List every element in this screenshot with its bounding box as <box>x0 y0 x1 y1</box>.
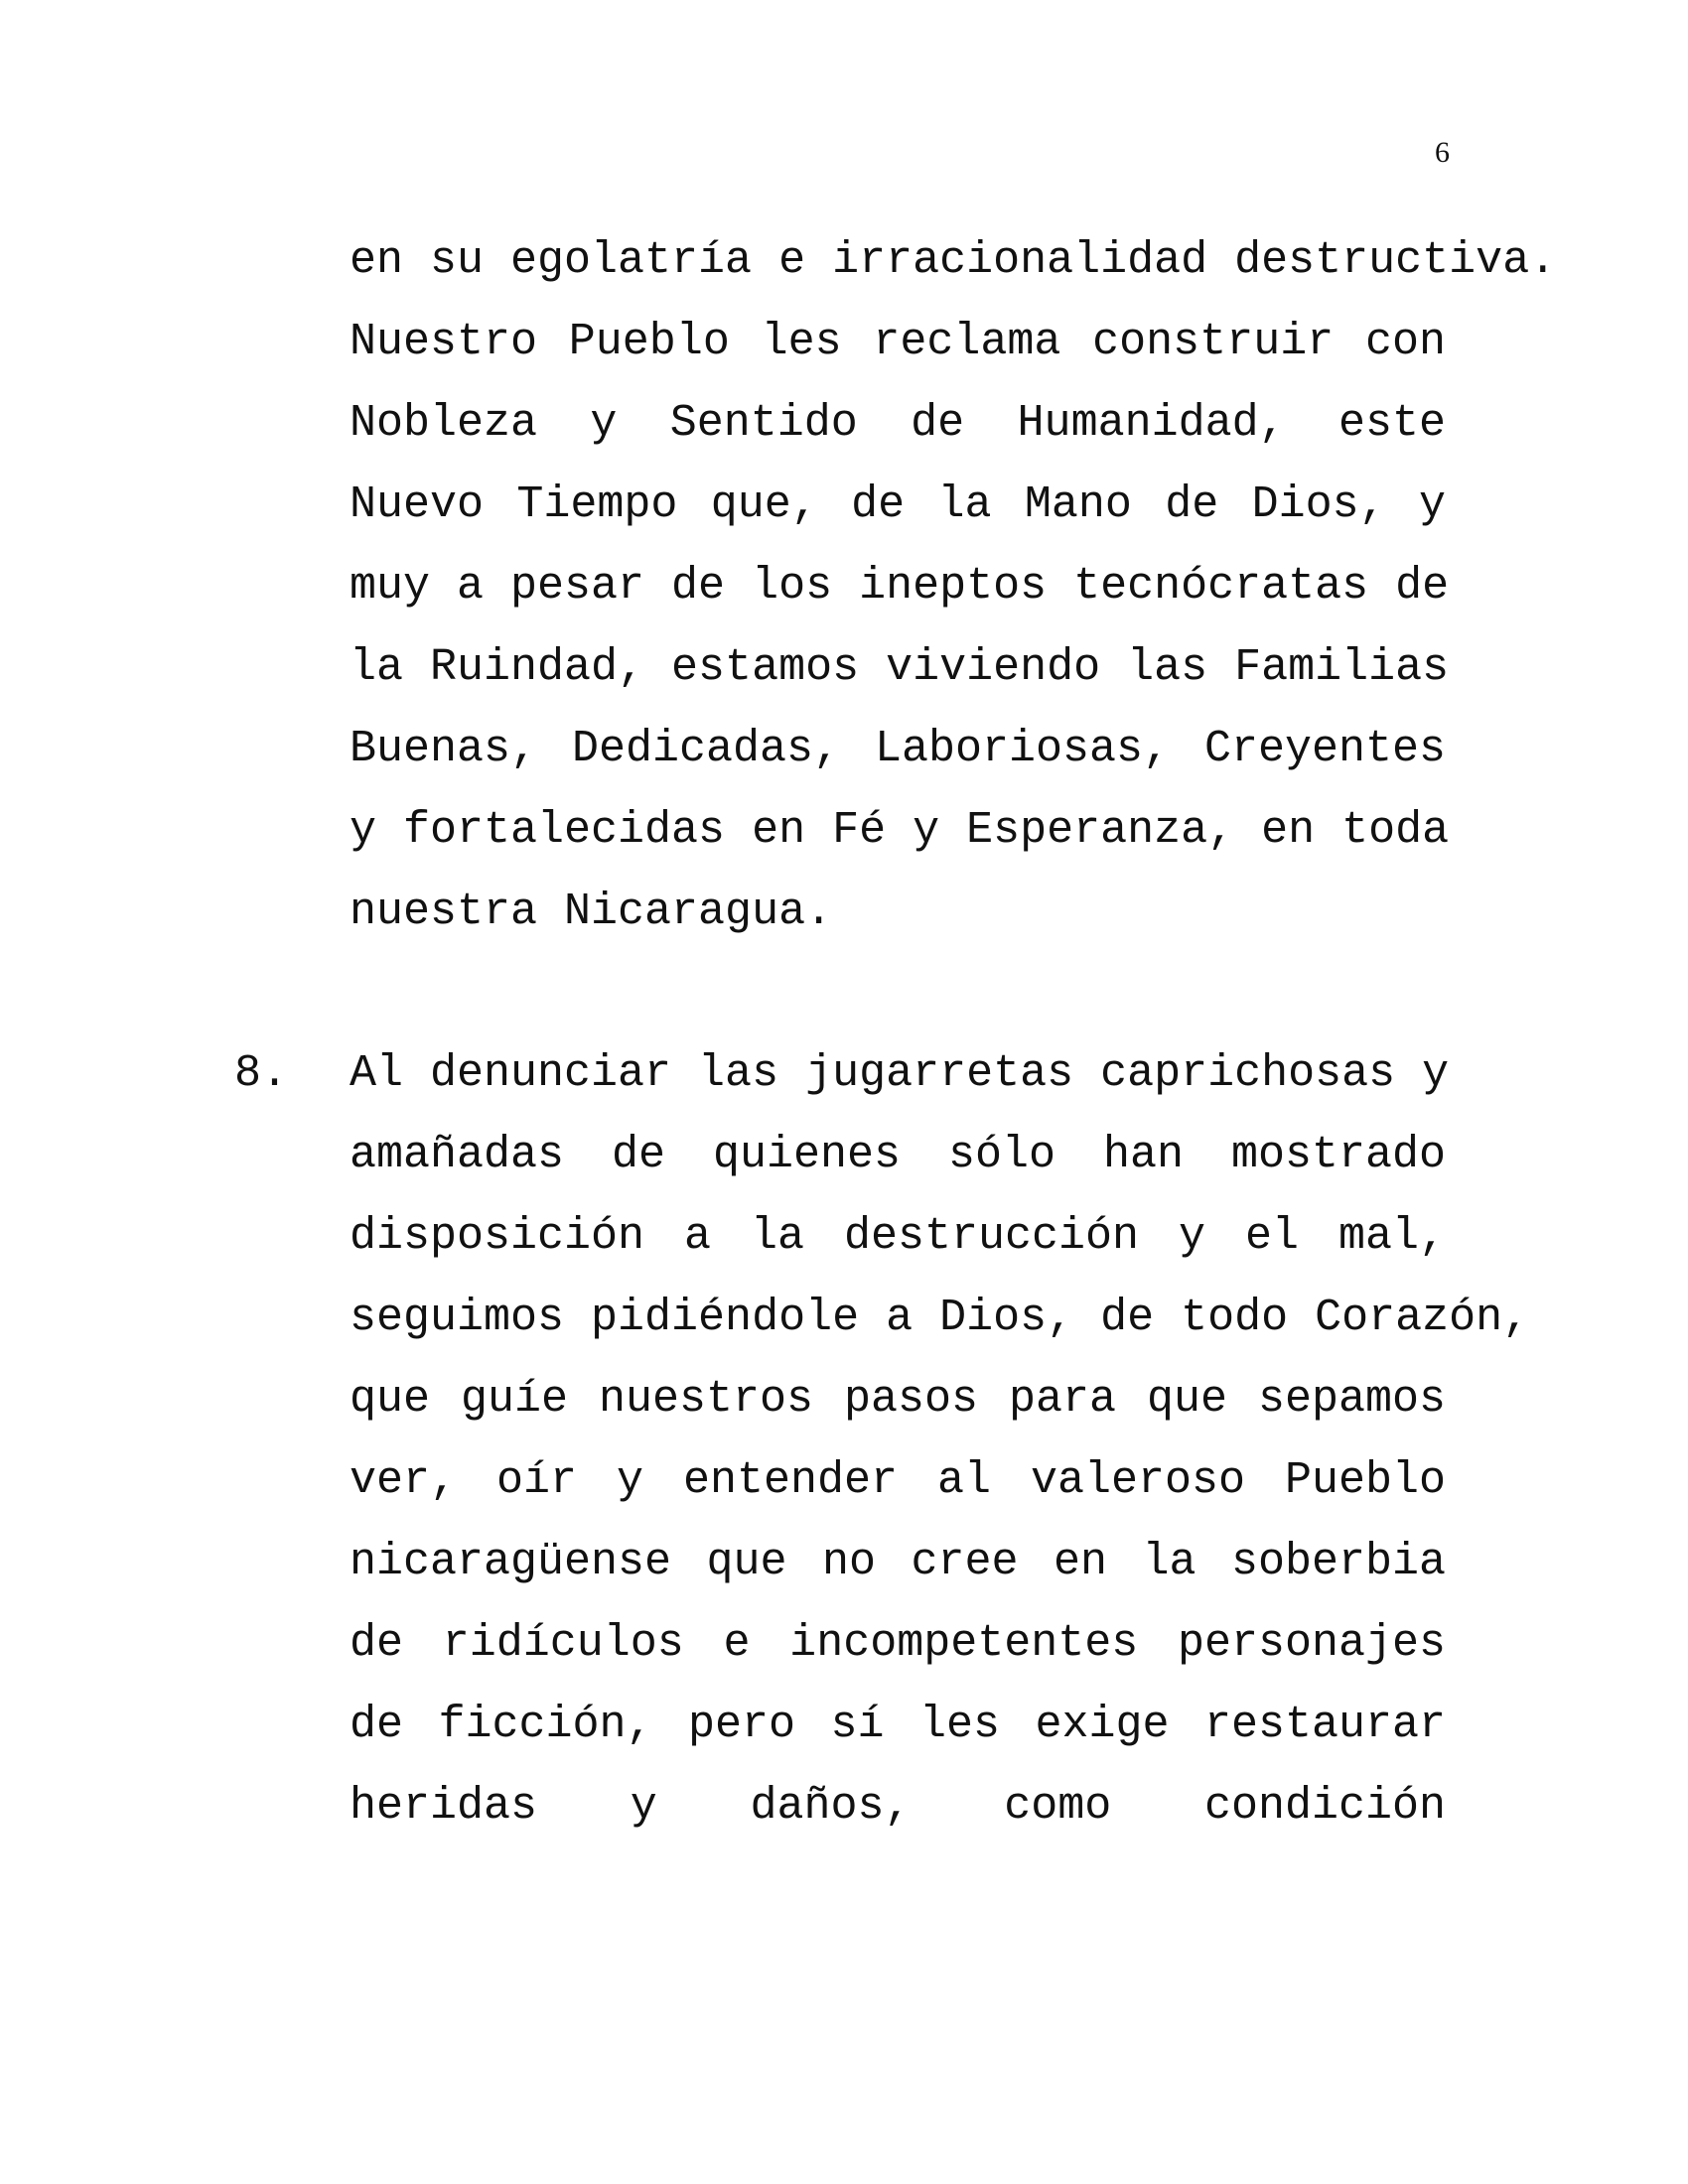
paragraph-line: disposición a la destrucción y el mal, <box>350 1211 1446 1262</box>
page-number: 6 <box>1435 136 1450 169</box>
paragraph-line: Nuevo Tiempo que, de la Mano de Dios, y <box>350 479 1446 530</box>
paragraph-line: Buenas, Dedicadas, Laboriosas, Creyentes <box>350 724 1446 774</box>
paragraph-line: y fortalecidas en Fé y Esperanza, en toda <box>350 805 1450 856</box>
paragraph-line: la Ruindad, estamos viviendo las Familias <box>350 642 1450 693</box>
list-item-number: 8. <box>234 1048 289 1099</box>
paragraph-line: en su egolatría e irracionalidad destructiva. <box>350 235 1557 286</box>
paragraph-line: seguimos pidiéndole a Dios, de todo Corazón, <box>350 1293 1530 1343</box>
paragraph-line: Al denunciar las jugarretas caprichosas y <box>350 1048 1450 1099</box>
paragraph-line: de ficción, pero sí les exige restaurar <box>350 1700 1446 1750</box>
paragraph-line: Nuestro Pueblo les reclama construir con <box>350 317 1446 367</box>
paragraph-line: que guíe nuestros pasos para que sepamos <box>350 1374 1446 1425</box>
paragraph-line: Nobleza y Sentido de Humanidad, este <box>350 398 1446 449</box>
paragraph-line: nicaragüense que no cree en la soberbia <box>350 1537 1446 1587</box>
paragraph-line: de ridículos e incompetentes personajes <box>350 1618 1446 1669</box>
paragraph-line: heridas y daños, como condición <box>350 1781 1446 1832</box>
paragraph-line: nuestra Nicaragua. <box>350 887 833 937</box>
paragraph-line: muy a pesar de los ineptos tecnócratas de <box>350 561 1450 612</box>
paragraph-line: ver, oír y entender al valeroso Pueblo <box>350 1455 1446 1506</box>
paragraph-line: amañadas de quienes sólo han mostrado <box>350 1130 1446 1180</box>
